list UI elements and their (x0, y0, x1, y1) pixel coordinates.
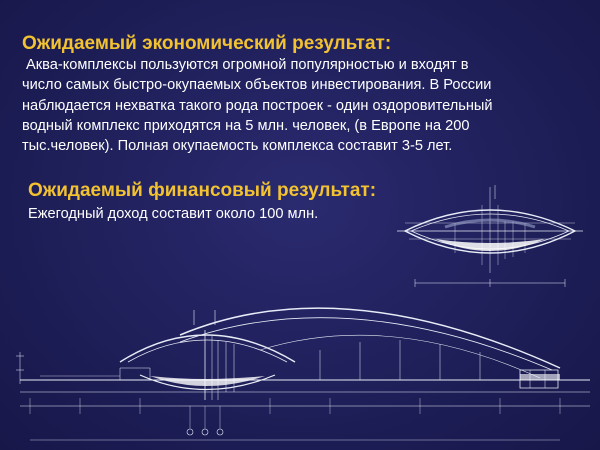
cross-section-drawing (395, 183, 585, 291)
financial-result-text: Ежегодный доход составит около 100 млн. (28, 206, 319, 222)
economic-result-heading: Ожидаемый экономический результат: (22, 33, 392, 54)
economic-text-line: число самых быстро-окупаемых объектов инвестирования. В России (22, 77, 492, 94)
economic-text-line: тыс.человек). Полная окупаемость комплекса составит 3-5 лет. (22, 138, 453, 155)
economic-text-line: Аква-комплексы пользуются огромной популярностью и входят в (22, 57, 469, 73)
financial-result-heading: Ожидаемый финансовый результат: (28, 180, 377, 201)
economic-result-text (22, 55, 592, 156)
building-section-drawing (0, 280, 600, 450)
economic-text-line: наблюдается нехватка такого рода построек - один оздоровительный (22, 97, 493, 114)
economic-text-line: водный комплекс приходятся на 5 млн. человек, (в Европе на 200 (22, 117, 470, 134)
